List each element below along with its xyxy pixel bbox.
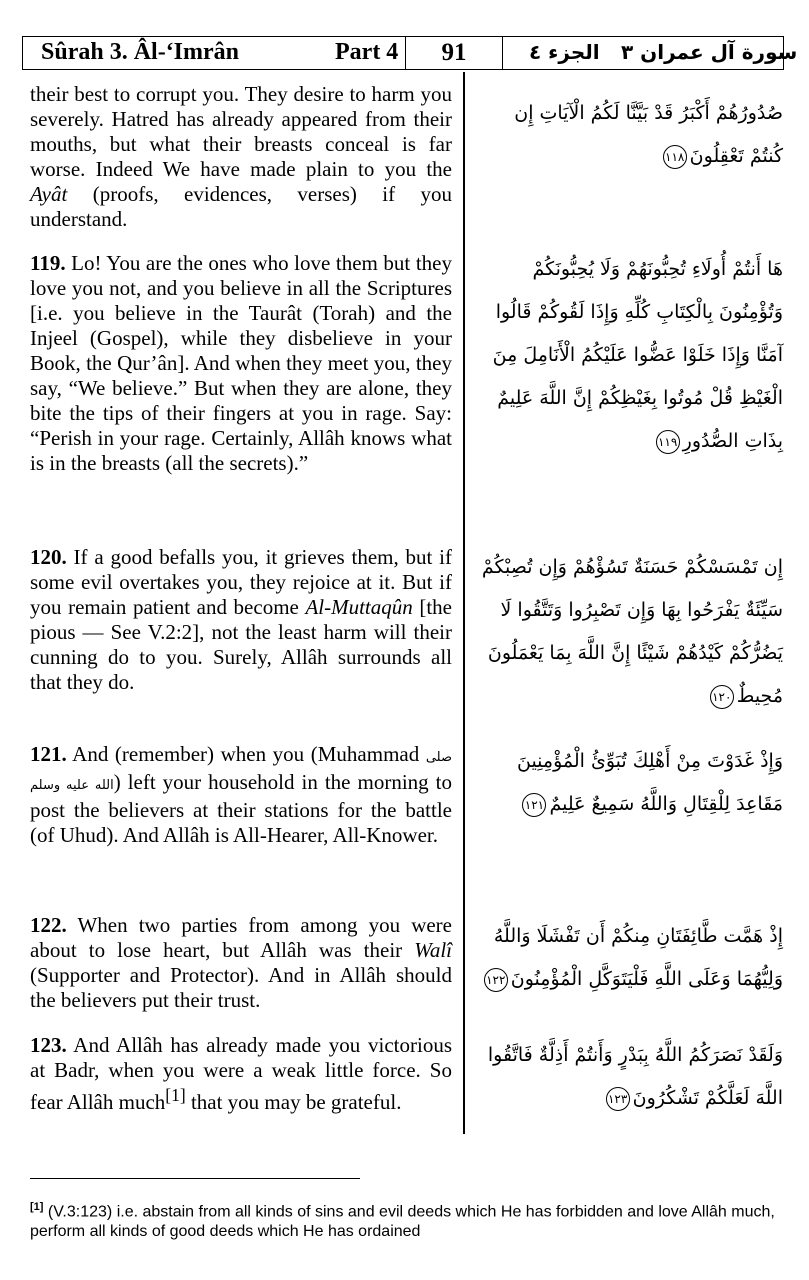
arabic-text: إِذْ هَمَّت طَّائِفَتَانِ مِنكُمْ أَن تَفْشَلَا وَاللَّهُ وَلِيُّهُمَا وَعَلَى اللَّهِ فَلْيَتَوَكَّلِ الْمُؤْمِنُونَ [493,925,783,990]
translation-block-118 [30,82,452,232]
arabic-text: صُدُورُهُمْ أَكْبَرُ قَدْ بَيَّنَّا لَكُمُ الْآيَاتِ إِن كُنتُمْ تَعْقِلُونَ [514,102,783,167]
ayah-number-marker: ١٢٢ [484,968,508,992]
page-number-box [405,36,503,70]
page-header [22,36,798,70]
translation-block-122 [30,913,452,1013]
translation-tail: that you may be grateful. [185,1090,402,1114]
footnote-rule [30,1178,360,1179]
arabic-verse-119 [478,248,783,463]
translation-text: their best to corrupt you. They desire to harm you severely. Hatred has already appeared from their mouths, but what their breasts conceal is far worse. Indeed We have made plain to you the [30,82,452,181]
translation-text: And (remember) when you (Muhammad [66,742,426,766]
part-label: Part 4 [335,39,399,65]
column-divider [463,72,465,1134]
translation-text: And Allâh has already made you victorious at Badr, when you were a weak little force. So fear Allâh much [30,1033,452,1114]
arabic-text: هَا أَنتُمْ أُولَاءِ تُحِبُّونَهُمْ وَلَا يُحِبُّونَكُمْ وَتُؤْمِنُونَ بِالْكِتَابِ كُلِّهِ وَإِذَا لَقُوكُمْ قَالُوا آمَنَّا وَإِذَا خَلَوْا عَضُّوا عَلَيْكُمُ الْأَنَامِلَ مِنَ الْغَيْظِ قُلْ مُوتُوا بِغَيْظِكُمْ إِنَّ اللَّهَ عَلِيمٌ بِذَاتِ الصُّدُورِ [492,258,783,452]
ayah-number-marker: ١٢٠ [710,685,734,709]
arabic-text: إِن تَمْسَسْكُمْ حَسَنَةٌ تَسُؤْهُمْ وَإِن تُصِبْكُمْ سَيِّئَةٌ يَفْرَحُوا بِهَا وَإِن تَصْبِرُوا وَتَتَّقُوا لَا يَضُرُّكُمْ كَيْدُهُمْ شَيْئًا إِنَّ اللَّهَ بِمَا يَعْمَلُونَ مُحِيطٌ [481,556,783,707]
verse-number: 121. [30,742,67,766]
arabic-verse-120 [478,546,783,718]
surah-title-arabic: سورة آل عمران ٣ [621,40,798,64]
arabic-verse-123 [478,1034,783,1120]
ayah-number-marker: ١٢١ [522,793,546,817]
translation-block-123 [30,1033,452,1115]
ayah-number-marker: ١٢٣ [606,1087,630,1111]
translation-tail: (Supporter and Protector). And in Allâh should the believers put their trust. [30,963,452,1012]
verse-number: 120. [30,545,67,569]
page-number: 91 [441,38,467,66]
translation-block-121 [30,742,452,848]
translation-italic: Al-Muttaqûn [305,595,413,619]
footnote-reference[interactable]: [1] [165,1085,186,1105]
translation-italic: Ayât [30,182,68,206]
translation-tail: (proofs, evidences, verses) if you understand. [30,182,452,231]
translation-italic: Walî [414,938,452,962]
verse-number: 123. [30,1033,67,1057]
translation-tail: ) left your household in the morning to post the believers at their stations for the battle (of Uhud). And Allâh is All-Hearer, All-Knower. [30,770,452,847]
translation-block-119 [30,251,452,476]
arabic-text: وَلَقَدْ نَصَرَكُمُ اللَّهُ بِبَدْرٍ وَأَنتُمْ أَذِلَّةٌ فَاتَّقُوا اللَّهَ لَعَلَّكُمْ تَشْكُرُونَ [487,1044,783,1109]
ayah-number-marker: ١١٨ [663,145,687,169]
surah-title: Sûrah 3. Âl-‘Imrân [41,39,240,65]
juz-label-arabic: الجزء ٤ [529,40,600,64]
translation-text: Lo! You are the ones who love them but they love you not, and you believe in all the Scriptures [i.e. you believe in the Taurât (Torah) and the Injeel (Gospel), while they disbelieve in your Book, the Qur’ân]. And when they meet you, they say, “We believe.” But when they are alone, they bite the tips of their fingers at you in rage. Say: “Perish in your rage. Certainly, Allâh knows what is in the breasts (all the secrets).” [30,251,452,475]
translation-tail: [the pious — See V.2:2], not the least harm will their cunning do to you. Surely, Allâh surrounds all that they do. [30,595,452,694]
footnote-marker: [1] [30,1201,44,1213]
footnote [30,1197,780,1242]
footnote-text: (V.3:123) i.e. abstain from all kinds of sins and evil deeds which He has forbidden and love Allâh much, perform all kinds of good deeds which He has ordained [30,1203,775,1241]
arabic-verse-122 [478,915,783,1001]
salutation-arabic: صلى الله عليه وسلم [30,750,452,793]
translation-text: If a good befalls you, it grieves them, but if some evil overtakes you, they rejoice at it. But if you remain patient and become [30,545,452,619]
verse-number: 119. [30,251,66,275]
arabic-verse-118 [478,92,783,178]
translation-text: When two parties from among you were about to lose heart, but Allâh was their [30,913,452,962]
arabic-text: وَإِذْ غَدَوْتَ مِنْ أَهْلِكَ تُبَوِّئُ الْمُؤْمِنِينَ مَقَاعِدَ لِلْقِتَالِ وَاللَّهُ سَمِيعٌ عَلِيمٌ [516,750,783,815]
arabic-verse-121 [478,740,783,826]
verse-number: 122. [30,913,67,937]
translation-block-120 [30,545,452,695]
ayah-number-marker: ١١٩ [656,430,680,454]
